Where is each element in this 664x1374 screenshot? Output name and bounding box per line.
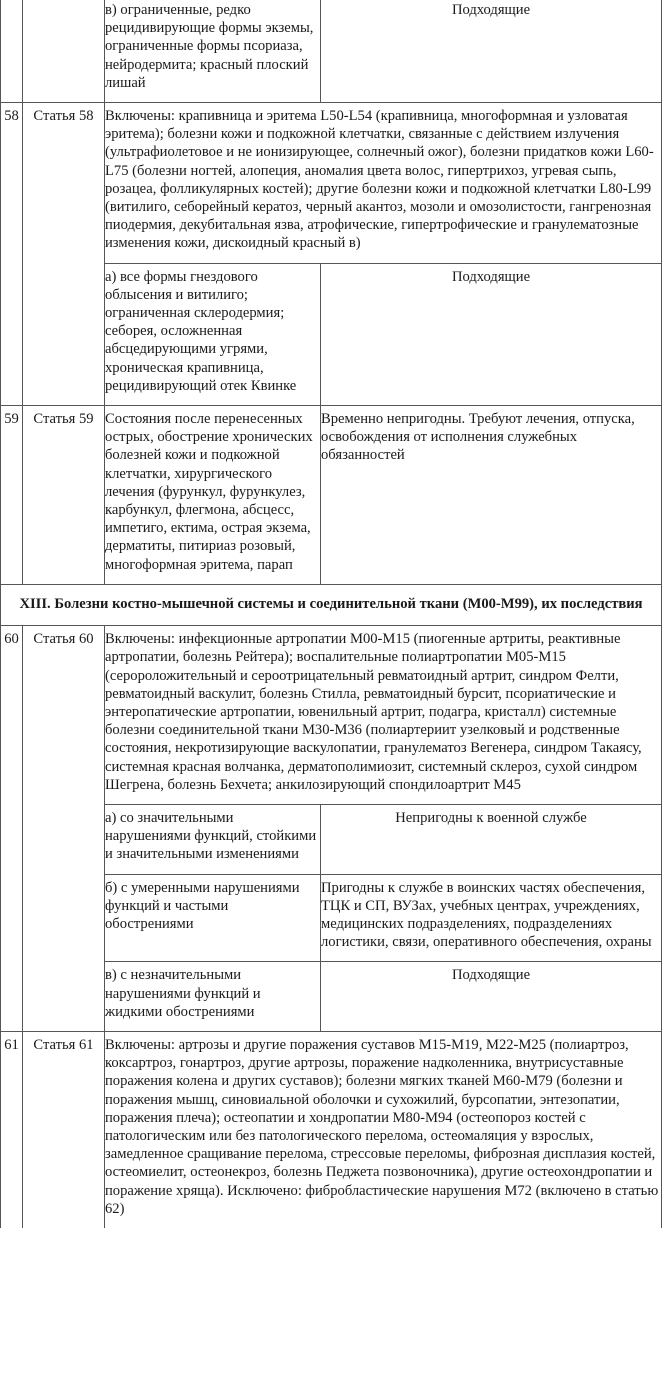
fitness-status: Подходящие — [321, 0, 662, 103]
article-cell: Статья 60 — [23, 626, 105, 1032]
table-row — [1, 103, 662, 264]
table-row — [1, 406, 662, 585]
condition-cell: а) со значительными нарушениями функций, стойкими и значительными изменениями — [105, 804, 321, 874]
row-number: 58 — [1, 103, 23, 406]
article-cell: Статья 58 — [23, 103, 105, 406]
article-cell — [23, 0, 105, 103]
table-row — [1, 626, 662, 805]
included-conditions: Включены: инфекционные артропатии M00-M15 (пиогенные артриты, реактивные артропатии, болезнь Рейтера); воспалительные полиартропатии M05-M15 (серopоложительный и сероотрицательный ревматоидный артрит, синдром Фелти, ревматоидный васкулит, болезнь Стилла, ревматоидный бурсит, псориатические и энтеропатические артропатии, ювенильный артрит, подагра, кристалл) системные болезни соединительной ткани M30-M36 (полиартериит узелковый и родственные состояния, некротизирующие васкулопатии, гранулематоз Вегенера, синдром Такаясу, системная красная волчанка, дерматополимиозит, системный склероз, сухой синдром Шегрена, болезнь Бехчета; анкилозирующий спондилоартрит M45 — [105, 626, 662, 805]
article-cell: Статья 61 — [23, 1031, 105, 1228]
section-header-row — [1, 584, 662, 625]
fitness-status: Подходящие — [321, 962, 662, 1032]
condition-cell: б) с умеренными нарушениями функций и частыми обострениями — [105, 874, 321, 962]
section-title: XIII. Болезни костно-мышечной системы и соединительной ткани (M00-M99), их последствия — [1, 584, 662, 625]
table-row — [1, 1031, 662, 1228]
row-number: 61 — [1, 1031, 23, 1228]
fitness-status: Непригодны к военной службе — [321, 804, 662, 874]
row-number — [1, 0, 23, 103]
row-number: 59 — [1, 406, 23, 585]
included-conditions: Включены: артрозы и другие поражения суставов M15-M19, M22-M25 (полиартроз, коксартроз, гонартроз, другие артрозы, поражение надколенника, внутрисуставные поражения колена и других суставов); болезни мягких тканей M60-M79 (болезни и поражения мышц, синовиальной оболочки и сухожилий, бурсопатии, энтезопатии, поражения плеча); остеопатии и хондропатии M80-M94 (остеопороз костей с патологическим или без патологического перелома, остеомаляция у взрослых, замедленное сращивание перелома, стрессовые переломы, фиброзная дисплазия костей, остеомиелит, остеонекроз, болезнь Педжета позвоночника), другие остеохондропатии и поражение хряща). Исключено: фибробластические нарушения M72 (включено в статью 62) — [105, 1031, 662, 1228]
table-row — [1, 0, 662, 103]
condition-cell: в) ограниченные, редко рецидивирующие формы экземы, ограниченные формы псориаза, нейродермита; красный плоский лишай — [105, 0, 321, 103]
fitness-status: Пригодны к службе в воинских частях обеспечения, ТЦК и СП, ВУЗах, учебных центрах, учреждениях, медицинских подразделениях, подразделениях логистики, связи, оперативного обеспечения, охраны — [321, 874, 662, 962]
condition-cell: в) с незначительными нарушениями функций и жидкими обострениями — [105, 962, 321, 1032]
fitness-status: Временно непригодны. Требуют лечения, отпуска, освобождения от исполнения служебных обязанностей — [321, 406, 662, 585]
condition-cell: а) все формы гнездового облысения и витилиго; ограниченная склеродермия; себорея, осложненная абсцедирующими угрями, хроническая крапивница, рецидивирующий отек Квинке — [105, 263, 321, 405]
condition-cell: Состояния после перенесенных острых, обострение хронических болезней кожи и подкожной клетчатки, хирургического лечения (фурункул, фурункулез, карбункул, флегмона, абсцесс, импетиго, ектима, острая экзема, дерматиты, питириаз розовый, многоформная эритема, парап — [105, 406, 321, 585]
row-number: 60 — [1, 626, 23, 1032]
included-conditions: Включены: крапивница и эритема L50-L54 (крапивница, многоформная и узловатая эритема); болезни кожи и подкожной клетчатки, связанные с действием излучения (ультрафиолетовое и не ионизирующее, солнечный ожог), болезни придатков кожи L60-L75 (болезни ногтей, алопеция, аномалия цвета волос, гипертрихоз, угревая сыпь, розацеа, фолликулярных костей); другие болезни кожи и подкожной клетчатки L80-L99 (витилиго, себорейный кератоз, черный акантоз, мозоли и омозолистости, гангренозная пиодермия, декубитальная язва, атрофические, гипертрофические и гранулематозные изменения кожи, дискоидный красный в) — [105, 103, 662, 264]
article-cell: Статья 59 — [23, 406, 105, 585]
fitness-status: Подходящие — [321, 263, 662, 405]
